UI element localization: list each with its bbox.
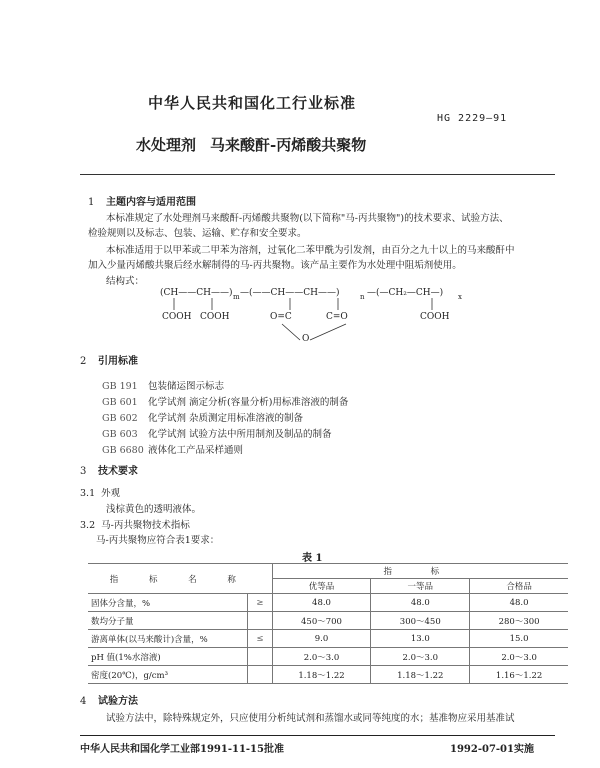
section-1-title: 主题内容与适用范围 xyxy=(106,197,196,208)
reference-item xyxy=(102,378,224,392)
table-cell: 13.0 xyxy=(371,630,470,648)
reference-name: 化学试剂 试验方法中所用制剂及制品的制备 xyxy=(148,429,332,440)
formula-carbonyl-2: C=O xyxy=(326,312,348,322)
table-header-grade: 优等品 xyxy=(272,579,371,594)
table-row-relation xyxy=(248,666,272,684)
table-row-name: 游离单体(以马来酸计)含量，% xyxy=(88,630,248,648)
reference-item xyxy=(102,426,332,440)
formula-ring-oxygen: O xyxy=(302,334,310,344)
section-2-heading xyxy=(80,352,138,367)
structural-formula xyxy=(160,288,500,346)
reference-item xyxy=(102,410,303,424)
effective-date: 1992-07-01实施 xyxy=(450,744,534,755)
approval-line: 中华人民共和国化学工业部1991-11-15批准 xyxy=(80,744,284,755)
spec-table xyxy=(88,563,568,684)
section-3-1-text: 浅棕黄色的透明液体。 xyxy=(106,504,202,515)
table-row xyxy=(88,648,568,666)
section-4-heading xyxy=(80,692,138,707)
table-header-grade: 一等品 xyxy=(371,579,470,594)
formula-cooh-3: COOH xyxy=(420,312,450,322)
section-3-2-text: 马-丙共聚物应符合表1要求： xyxy=(96,535,220,546)
formula-cooh-1: COOH xyxy=(162,312,192,322)
table-row-name: 密度(20℃)，g/cm³ xyxy=(88,666,248,684)
table-cell: 15.0 xyxy=(470,630,568,648)
reference-code: GB 603 xyxy=(102,429,138,440)
document-title-part2: 马来酸酐-丙烯酸共聚物 xyxy=(210,136,367,154)
section-4-title: 试验方法 xyxy=(98,696,138,707)
table-cell: 2.0～3.0 xyxy=(371,648,470,666)
table-row-relation: ≤ xyxy=(248,630,272,648)
reference-name: 包装储运图示标志 xyxy=(148,381,225,392)
section-3-1-heading xyxy=(80,486,120,501)
section-3-2-title: 马-丙共聚物技术指标 xyxy=(101,520,190,531)
section-2-number: 2 xyxy=(80,356,87,367)
structure-label: 结构式： xyxy=(106,276,145,287)
table-cell: 1.18～1.22 xyxy=(371,666,470,684)
reference-name: 液体化工产品采样通则 xyxy=(148,445,244,456)
document-title xyxy=(136,134,366,155)
section-1-heading xyxy=(88,193,196,208)
table-cell: 1.18～1.22 xyxy=(272,666,371,684)
reference-item xyxy=(102,394,348,408)
section-3-number: 3 xyxy=(80,466,87,477)
reference-name: 化学试剂 滴定分析(容量分析)用标准溶液的制备 xyxy=(148,397,349,408)
reference-code: GB 6680 xyxy=(102,445,144,456)
table-cell: 1.16～1.22 xyxy=(470,666,568,684)
formula-subscript-m: m xyxy=(233,293,240,301)
table-row xyxy=(88,594,568,612)
table-header-row xyxy=(88,564,568,579)
document-title-part1: 水处理剂 xyxy=(136,136,197,154)
section-1-para1-line2: 检验规则以及标志、包装、运输、贮存和安全要求。 xyxy=(88,228,307,239)
table-row xyxy=(88,630,568,648)
table-row-relation xyxy=(248,612,272,630)
section-3-1-title: 外观 xyxy=(101,488,121,499)
formula-segment-3: —(—CH₂—CH—) xyxy=(367,288,444,298)
section-3-heading xyxy=(80,462,138,477)
formula-cooh-2: COOH xyxy=(200,312,230,322)
section-4-number: 4 xyxy=(80,696,87,707)
table-cell: 450～700 xyxy=(272,612,371,630)
formula-subscript-x: x xyxy=(458,293,462,301)
table-row-relation: ≥ xyxy=(248,594,272,612)
table-row-relation xyxy=(248,648,272,666)
table-cell: 48.0 xyxy=(371,594,470,612)
standard-header-title: 中华人民共和国化工行业标准 xyxy=(148,94,357,112)
formula-segment-1: (CH——CH——) xyxy=(160,288,233,298)
table-header-grade: 合格品 xyxy=(470,579,568,594)
section-1-para2-line2: 加入少量丙烯酸共聚后经水解制得的马-丙共聚物。该产品主要作为水处理中阻垢剂使用。 xyxy=(88,260,462,271)
table-cell: 300～450 xyxy=(371,612,470,630)
reference-code: GB 601 xyxy=(102,397,138,408)
section-1-para2-line1: 本标准适用于以甲苯或二甲苯为溶剂，过氧化二苯甲酰为引发剂，由百分之九十以上的马来酸酐中 xyxy=(106,245,515,256)
table-cell: 9.0 xyxy=(272,630,371,648)
formula-segment-2: —(——CH——CH——) xyxy=(240,288,340,298)
table-cell: 48.0 xyxy=(272,594,371,612)
reference-name: 化学试剂 杂质测定用标准溶液的制备 xyxy=(148,413,304,424)
reference-code: GB 191 xyxy=(102,381,138,392)
table-row-name: 固体分含量，% xyxy=(88,594,248,612)
table-cell: 280～300 xyxy=(470,612,568,630)
section-1-number: 1 xyxy=(88,197,95,208)
formula-carbonyl-1: O=C xyxy=(270,312,292,322)
table-row xyxy=(88,612,568,630)
reference-item xyxy=(102,442,243,456)
footer-divider xyxy=(80,735,555,736)
section-4-text: 试验方法中，除特殊规定外，只应使用分析纯试剂和蒸馏水或同等纯度的水；基准物应采用基准试 xyxy=(106,713,515,724)
section-3-2-number: 3.2 xyxy=(80,520,96,531)
standard-number: HG 2229—91 xyxy=(437,113,508,124)
section-1-para1-line1: 本标准规定了水处理剂马来酸酐-丙烯酸共聚物(以下简称"马-丙共聚物")的技术要求、试验方法、 xyxy=(106,213,509,224)
reference-code: GB 602 xyxy=(102,413,138,424)
section-3-title: 技术要求 xyxy=(98,466,138,477)
table-cell: 2.0～3.0 xyxy=(272,648,371,666)
table-row-name: pH 值(1%水溶液) xyxy=(88,648,248,666)
table-header-group: 指 标 xyxy=(272,564,568,579)
table-caption: 表 1 xyxy=(302,553,323,564)
header-divider xyxy=(80,174,555,175)
table-row xyxy=(88,666,568,684)
table-row-name: 数均分子量 xyxy=(88,612,248,630)
section-3-1-number: 3.1 xyxy=(80,488,96,499)
table-cell: 48.0 xyxy=(470,594,568,612)
formula-subscript-n: n xyxy=(360,293,365,301)
table-header-item: 指 标 名 称 xyxy=(88,564,272,594)
table-cell: 2.0～3.0 xyxy=(470,648,568,666)
section-3-2-heading xyxy=(80,518,190,533)
section-2-title: 引用标准 xyxy=(98,356,138,367)
